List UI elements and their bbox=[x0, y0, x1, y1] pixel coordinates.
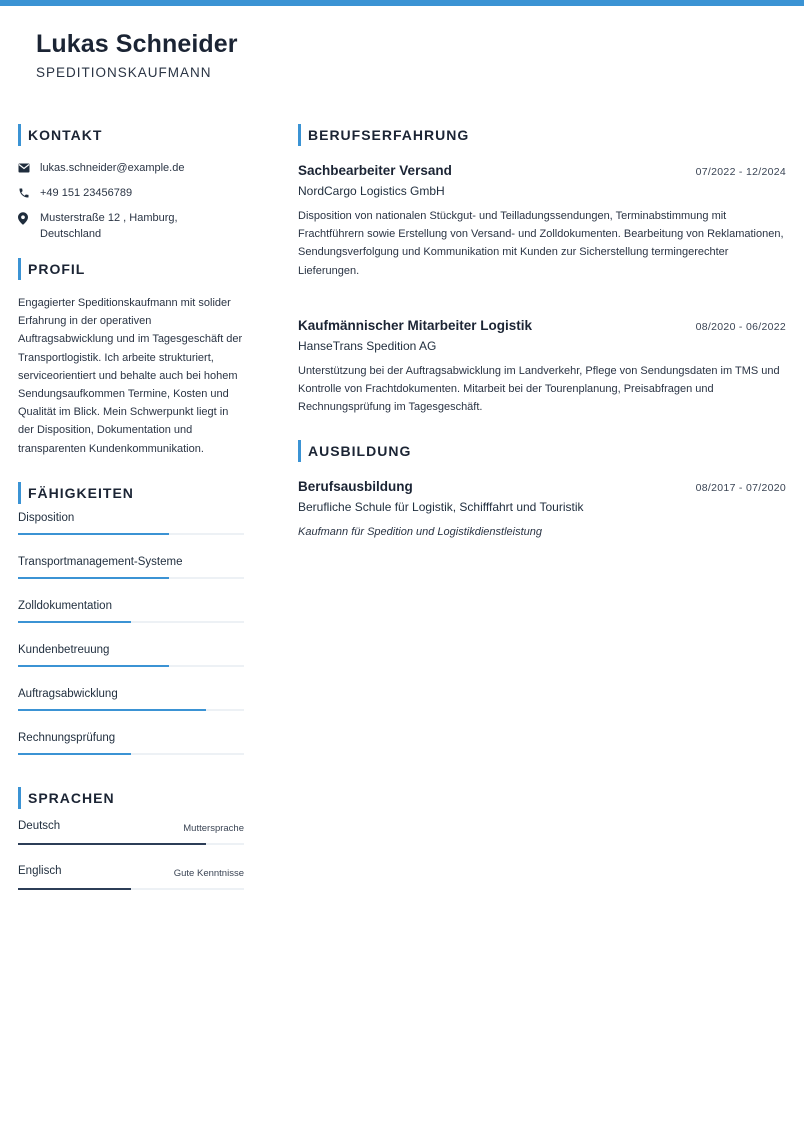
language-bar-track bbox=[18, 843, 244, 845]
contact-email bbox=[18, 160, 244, 176]
skill-bar-fill bbox=[18, 577, 169, 579]
skill-item bbox=[18, 506, 244, 550]
skill-bar-track bbox=[18, 753, 244, 755]
experience-title: Kaufmännischer Mitarbeiter Logistik bbox=[298, 317, 533, 333]
contact-phone bbox=[18, 185, 244, 201]
experience-description: Disposition von nationalen Stückgut- und Teilladungssendungen, Terminabstimmung mit Frachtführern sowie Erstellung von Versand- und Zolldokumenten. Bearbeitung von Reklamationen, Sendungsverfolgung und Kommunikation mit Kunden zur Sicherstellung termingerechter Lieferungen. bbox=[298, 210, 784, 277]
experience-title: Sachbearbeiter Versand bbox=[298, 163, 452, 178]
skill-bar-fill bbox=[18, 621, 131, 623]
section-title: PROFIL bbox=[28, 261, 86, 277]
section-accent-bar bbox=[298, 124, 301, 146]
skill-bar-fill bbox=[18, 665, 169, 667]
skill-item bbox=[18, 594, 244, 638]
section-title: BERUFSERFAHRUNG bbox=[308, 127, 470, 143]
phone-text[interactable]: +49 151 23456789 bbox=[40, 187, 133, 199]
accent-top-bar bbox=[0, 0, 804, 6]
experience-section-heading bbox=[298, 124, 786, 146]
experience-date: 07/2022 - 12/2024 bbox=[695, 166, 786, 178]
resume-header bbox=[36, 30, 238, 80]
phone-icon bbox=[18, 185, 40, 201]
education-section-heading bbox=[298, 440, 786, 462]
skill-item bbox=[18, 726, 244, 770]
language-label: Englisch bbox=[18, 864, 62, 877]
skill-bar-track bbox=[18, 621, 244, 623]
skill-item bbox=[18, 682, 244, 726]
section-title: KONTAKT bbox=[28, 127, 103, 143]
skill-bar-fill bbox=[18, 753, 131, 755]
skill-label: Zolldokumentation bbox=[18, 599, 112, 612]
location-pin-icon bbox=[18, 210, 40, 226]
contact-address bbox=[18, 210, 244, 242]
education-date: 08/2017 - 07/2020 bbox=[695, 482, 786, 495]
skill-label: Auftragsabwicklung bbox=[18, 687, 118, 700]
skill-bar-track bbox=[18, 533, 244, 535]
skills-list bbox=[18, 506, 244, 770]
skill-bar-track bbox=[18, 665, 244, 667]
profile-text: Engagierter Speditionskaufmann mit solider Erfahrung in der operativen Auftragsabwicklung und im Tagesgeschäft der Transportlogistik. Ich arbeite strukturiert, serviceorientiert und behalte auch bei hohem Sendungsaufkommen Termine, Kosten und Qualität im Blick. Mein Schwerpunkt liegt in der Disposition, Dokumentation und transparenten Kundenkommunikation. bbox=[18, 297, 243, 455]
section-accent-bar bbox=[18, 258, 21, 280]
experience-description: Unterstützung bei der Auftragsabwicklung im Landverkehr, Pflege von Sendungsdaten im TMS und Kontrolle von Frachtdokumenten. Mitarbeit bei der Tourenplanung, Preisabfragen und Rechnungsprüfung im Tagesgeschäft. bbox=[298, 364, 780, 414]
skill-bar-fill bbox=[18, 709, 206, 711]
education-degree: Kaufmann für Spedition und Logistikdienstleistung bbox=[298, 526, 542, 539]
language-item bbox=[18, 859, 244, 904]
language-level: Muttersprache bbox=[183, 822, 244, 834]
education-school: Berufliche Schule für Logistik, Schifffahrt und Touristik bbox=[298, 500, 584, 515]
profile-section-heading bbox=[18, 258, 244, 280]
languages-list bbox=[18, 814, 244, 904]
section-title: AUSBILDUNG bbox=[308, 443, 412, 460]
skill-label: Kundenbetreuung bbox=[18, 643, 110, 656]
languages-section-heading bbox=[18, 787, 244, 809]
section-accent-bar bbox=[18, 482, 21, 504]
skill-label: Disposition bbox=[18, 511, 75, 524]
right-column bbox=[298, 124, 786, 538]
skill-item bbox=[18, 638, 244, 682]
language-bar-fill bbox=[18, 843, 206, 845]
email-text[interactable]: lukas.schneider@example.de bbox=[40, 162, 185, 174]
left-column bbox=[18, 124, 244, 904]
experience-company: HanseTrans Spedition AG bbox=[298, 338, 437, 353]
language-bar-track bbox=[18, 888, 244, 890]
language-item bbox=[18, 814, 244, 859]
experience-item bbox=[298, 163, 786, 280]
language-label: Deutsch bbox=[18, 819, 61, 832]
section-accent-bar bbox=[18, 787, 21, 809]
education-item bbox=[298, 479, 786, 538]
skills-section-heading bbox=[18, 482, 244, 504]
language-level: Gute Kenntnisse bbox=[173, 867, 244, 879]
section-title: FÄHIGKEITEN bbox=[28, 484, 134, 501]
skill-label: Rechnungsprüfung bbox=[18, 731, 116, 744]
person-name: Lukas Schneider bbox=[36, 30, 238, 58]
language-bar-fill bbox=[18, 888, 131, 890]
skill-item bbox=[18, 550, 244, 594]
skill-bar-fill bbox=[18, 533, 169, 535]
section-accent-bar bbox=[18, 124, 21, 146]
skill-label: Transportmanagement-Systeme bbox=[18, 555, 183, 568]
experience-item bbox=[298, 318, 786, 417]
education-title: Berufsausbildung bbox=[298, 479, 413, 495]
contact-section-heading bbox=[18, 124, 244, 146]
skill-bar-track bbox=[18, 577, 244, 579]
address-text: Musterstraße 12 , Hamburg, Deutschland bbox=[40, 212, 178, 240]
contact-list bbox=[18, 160, 244, 242]
experience-date: 08/2020 - 06/2022 bbox=[695, 320, 786, 333]
job-title: SPEDITIONSKAUFMANN bbox=[36, 65, 212, 80]
skill-bar-track bbox=[18, 709, 244, 711]
experience-company: NordCargo Logistics GmbH bbox=[298, 184, 445, 198]
section-accent-bar bbox=[298, 440, 301, 462]
section-title: SPRACHEN bbox=[28, 789, 115, 806]
envelope-icon bbox=[18, 160, 40, 176]
